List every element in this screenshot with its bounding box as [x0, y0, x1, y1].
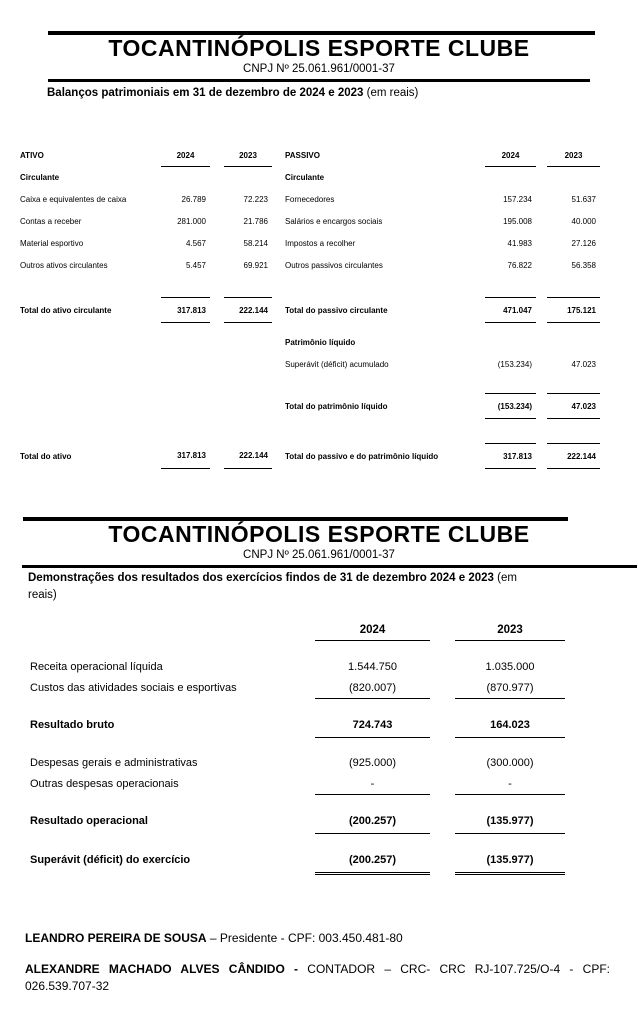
value-2023: 21.786 [243, 216, 268, 226]
value-2024: 317.813 [161, 443, 210, 469]
spacer [30, 794, 638, 808]
passivo-table [285, 144, 602, 469]
row-label: Salários e encargos sociais [285, 216, 383, 226]
column-header-2024: 2024 [315, 620, 430, 641]
table-row [285, 188, 602, 210]
total-row [30, 712, 638, 737]
value-2024: 317.813 [485, 443, 536, 469]
ativo-table [20, 144, 272, 469]
value-2023: 222.144 [547, 443, 600, 469]
signature-accountant [25, 961, 610, 995]
total-row [20, 443, 272, 469]
column-header-2024: 2024 [485, 144, 536, 167]
passivo-header: PASSIVO [285, 150, 320, 160]
ativo-header-row [20, 144, 272, 166]
value-2023: 69.921 [243, 260, 268, 270]
spacer [30, 698, 638, 712]
em-reais-note: (em reais) [28, 572, 517, 601]
income-statement-section [0, 517, 638, 872]
table-row [20, 210, 272, 232]
spacer [285, 323, 602, 331]
value-2024: - [315, 773, 430, 795]
group-label: Patrimônio líquido [285, 337, 356, 347]
spacer [285, 375, 602, 393]
row-label: Total do ativo [20, 451, 72, 461]
signatory-details: – Presidente - CPF: 003.450.481-80 [206, 931, 403, 945]
row-label: Impostos a recolher [285, 238, 356, 248]
value-2023: 164.023 [455, 712, 565, 738]
table-row [30, 752, 638, 773]
value-2024: (200.257) [315, 808, 430, 834]
value-2023: 51.637 [571, 194, 596, 204]
value-2023: 27.126 [571, 238, 596, 248]
row-label: Material esportivo [20, 238, 84, 248]
value-2023: (870.977) [455, 677, 565, 699]
signatory-name: ALEXANDRE MACHADO ALVES CÂNDIDO - [25, 962, 299, 976]
club-name-title: TOCANTINÓPOLIS ESPORTE CLUBE [108, 521, 530, 547]
value-2023: 72.223 [243, 194, 268, 204]
value-2024: 26.789 [181, 194, 206, 204]
row-label: Total do patrimônio líquido [285, 401, 388, 411]
value-2024: (925.000) [348, 756, 397, 769]
value-2023: (135.977) [455, 808, 565, 834]
value-2023: 1.035.000 [485, 660, 535, 673]
table-row [20, 232, 272, 254]
row-label: Outros ativos circulantes [20, 260, 108, 270]
table-row [285, 353, 602, 375]
net-result-row [30, 847, 638, 872]
passivo-header-row [285, 144, 602, 166]
value-2023: 56.358 [571, 260, 596, 270]
value-2024: (153.234) [485, 393, 536, 419]
row-label: Resultado operacional [30, 814, 148, 827]
value-2024: 724.743 [315, 712, 430, 738]
total-row [285, 297, 602, 323]
table-row [20, 254, 272, 276]
signatures-block [25, 930, 610, 995]
income-statement-heading [28, 570, 538, 604]
total-row [30, 808, 638, 833]
value-2024: (200.257) [315, 847, 430, 875]
income-statement-table [30, 620, 638, 872]
row-label: Total do ativo circulante [20, 305, 112, 315]
row-label: Caixa e equivalentes de caixa [20, 194, 127, 204]
value-2023: 175.121 [547, 297, 600, 323]
column-header-2023: 2023 [455, 620, 565, 641]
value-2024: 281.000 [177, 216, 206, 226]
value-2024: 4.567 [185, 238, 206, 248]
balance-sheet-tables [0, 144, 638, 469]
column-header-2023: 2023 [547, 144, 600, 167]
value-2024: 5.457 [185, 260, 206, 270]
table-row [285, 232, 602, 254]
value-2023: 222.144 [224, 443, 272, 469]
dre-header-row [30, 620, 638, 640]
total-row [285, 443, 602, 469]
spacer [30, 640, 638, 656]
cnpj-line: CNPJ Nº 25.061.961/0001-37 [243, 549, 395, 561]
group-label: Circulante [20, 172, 60, 182]
cnpj-line: CNPJ Nº 25.061.961/0001-37 [243, 63, 395, 75]
spacer [285, 419, 602, 443]
signatory-name: LEANDRO PEREIRA DE SOUSA [25, 931, 207, 945]
spacer [20, 276, 272, 297]
balance-sheet-heading [47, 84, 618, 102]
table-row [30, 773, 638, 794]
table-row [285, 210, 602, 232]
value-2023: 47.023 [571, 359, 596, 369]
row-label: Total do passivo circulante [285, 305, 388, 315]
club-name-title: TOCANTINÓPOLIS ESPORTE CLUBE [108, 35, 530, 61]
ativo-header: ATIVO [20, 150, 44, 160]
em-reais-note: (em reais) [366, 87, 419, 99]
value-2023: (300.000) [486, 756, 534, 769]
table-row [30, 656, 638, 677]
row-label: Contas a receber [20, 216, 82, 226]
row-label: Receita operacional líquida [30, 660, 163, 673]
group-row [20, 166, 272, 188]
header-rule [48, 79, 590, 82]
balance-sheet-section [0, 31, 638, 469]
value-2024: 1.544.750 [348, 660, 397, 673]
value-2023: 40.000 [571, 216, 596, 226]
table-row [20, 188, 272, 210]
row-label: Superávit (déficit) do exercício [30, 853, 191, 866]
column-header-2024: 2024 [161, 144, 210, 167]
group-label: Circulante [285, 172, 325, 182]
row-label: Superávit (déficit) acumulado [285, 359, 389, 369]
signature-president [25, 930, 610, 947]
value-2023: 58.214 [243, 238, 268, 248]
value-2023: - [455, 773, 565, 795]
row-label: Total do passivo e do patrimônio líquido [285, 451, 439, 461]
value-2024: (820.007) [315, 677, 430, 699]
value-2024: (153.234) [497, 359, 532, 369]
heading-text: Balanços patrimoniais em 31 de dezembro de 2024 e 2023 [47, 87, 364, 99]
total-row [285, 393, 602, 419]
row-label: Outros passivos circulantes [285, 260, 383, 270]
row-label: Fornecedores [285, 194, 335, 204]
column-gap [210, 144, 224, 166]
total-row [20, 297, 272, 323]
value-2023: (135.977) [455, 847, 565, 875]
row-label: Custos das atividades sociais e esportivas [30, 681, 237, 694]
column-gap [536, 144, 547, 166]
group-row [285, 166, 602, 188]
header-rule [22, 565, 637, 568]
value-2024: 157.234 [503, 194, 532, 204]
spacer [30, 737, 638, 752]
table-row [285, 254, 602, 276]
value-2024: 76.822 [507, 260, 532, 270]
value-2024: 471.047 [485, 297, 536, 323]
value-2024: 317.813 [161, 297, 210, 323]
value-2024: 41.983 [507, 238, 532, 248]
group-row [285, 331, 602, 353]
value-2023: 47.023 [547, 393, 600, 419]
spacer [285, 276, 602, 297]
value-2024: 195.008 [503, 216, 532, 226]
row-label: Despesas gerais e administrativas [30, 756, 198, 769]
table-row [30, 677, 638, 698]
spacer [20, 323, 272, 443]
spacer [30, 833, 638, 847]
row-label: Outras despesas operacionais [30, 777, 179, 790]
value-2023: 222.144 [224, 297, 272, 323]
heading-text: Demonstrações dos resultados dos exercícios findos de 31 de dezembro 2024 e 2023 [28, 572, 494, 584]
row-label: Resultado bruto [30, 718, 115, 731]
column-header-2023: 2023 [224, 144, 272, 167]
signatory-details: CONTADOR – CRC- CRC RJ-107.725/O-4 - CPF: 026.539.707-32 [25, 962, 610, 993]
